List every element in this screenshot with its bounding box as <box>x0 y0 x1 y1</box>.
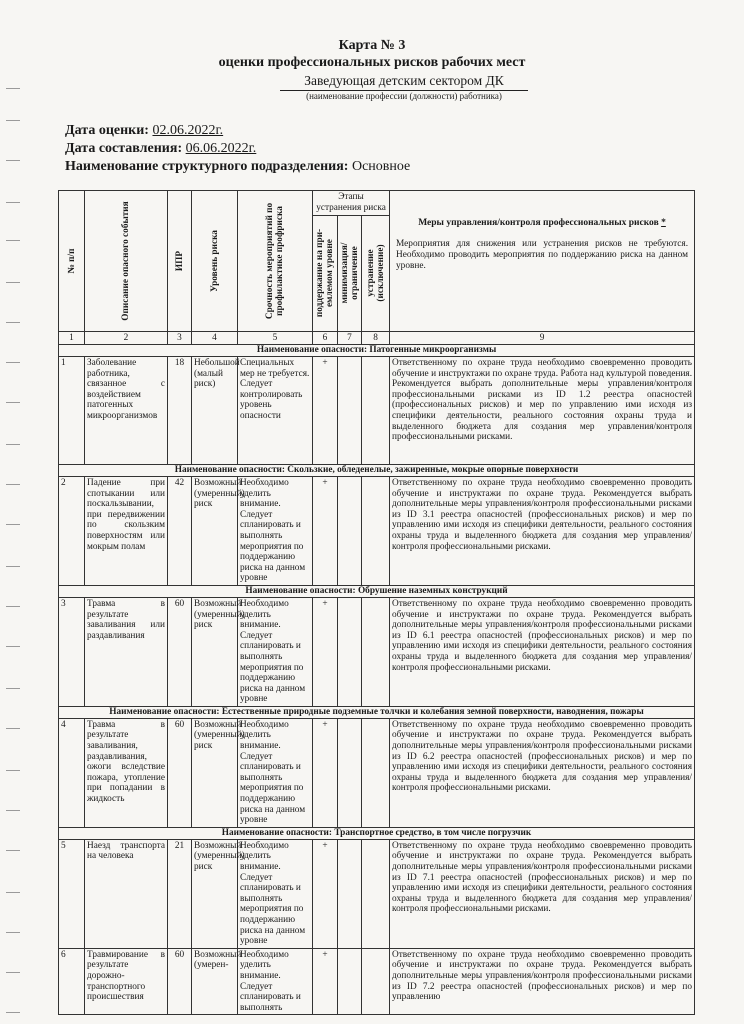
header-level: Уровень риска <box>192 191 238 332</box>
binding-margin <box>0 0 30 1024</box>
hazard-row: Наименование опасности: Транспортное средство, в том числе погрузчик <box>59 827 695 839</box>
row-stage-mark: + <box>313 357 338 465</box>
row-urgency: Необходимо уделить внимание. Следует спланировать и выполнять мероприятия по поддержанию риска на данном уровне <box>238 597 313 706</box>
row-measures: Ответственному по охране труда необходимо своевременно проводить обучение и инструктажи по охране труда. Рекомендуется выбрать дополнительные меры управления/контроля профессиональными рисками из ID 3.1 реестра опасностей (профессиональных рисков) и мер по управлению ими исходя из специфики деятельности, реального состояния охраны труда и выделенного бюджета для создания мер управления/контроля профессиональными рисками. <box>390 477 695 586</box>
row-stage-mark: + <box>313 839 338 948</box>
header-event: Описание опасного события <box>85 191 168 332</box>
row-urgency: Необходимо уделить внимание. Следует спланировать и выполнять мероприятия по поддержанию риска на данном уровне <box>238 718 313 827</box>
row-urgency: Специальных мер не требуется. Следует контролировать уровень опасности <box>238 357 313 465</box>
hazard-row: Наименование опасности: Обрушение наземных конструкций <box>59 585 695 597</box>
row-measures: Ответственному по охране труда необходимо своевременно проводить обучение и инструктажи по охране труда. Работа над культурой поведения. Рекомендуется выбрать дополнительные меры управления/контроля профессиональными рисками из ID 1.2 реестра опасностей (профессиональных рисков) и мер по управлению ими исходя из специфики деятельности, реального состояния охраны труда и выделенного бюджета для создания мер управления/контроля профессиональными рисками. <box>390 357 695 465</box>
assessment-date-value: 02.06.2022г. <box>152 123 224 138</box>
compile-date-label: Дата составления <box>65 141 178 156</box>
row-ipr: 42 <box>168 477 192 586</box>
row-level: Возможный (умеренный) риск <box>192 718 238 827</box>
table-row <box>59 597 695 706</box>
row-event: Заболевание работника, связанное с воздействием патогенных микроорганизмов <box>85 357 168 465</box>
table-row <box>59 718 695 827</box>
row-num: 4 <box>59 718 85 827</box>
row-ipr: 60 <box>168 718 192 827</box>
row-stage-mark: + <box>313 477 338 586</box>
row-event: Падение при спотыкании или поскальзывании, при передвижении по скользким поверхностям или мокрым полам <box>85 477 168 586</box>
row-urgency: Необходимо уделить внимание. Следует спланировать и выполнять мероприятия по поддержанию риска на данном уровне <box>238 477 313 586</box>
row-urgency: Необходимо уделить внимание. Следует спланировать и выполнять мероприятия по поддержанию риска на данном уровне <box>238 839 313 948</box>
column-numbers-row: 1 2 3 4 5 6 7 8 9 <box>59 332 695 345</box>
row-event: Травмирование в результате дорожно-транспортного происшествия <box>85 948 168 1015</box>
header-num: № п/п <box>59 191 85 332</box>
meta-block <box>65 122 410 176</box>
assessment-date-label: Дата оценки <box>65 123 145 138</box>
assessment-date-line: Дата оценки: 02.06.2022г. <box>65 123 224 138</box>
unit-line: Наименование структурного подразделения: Основное <box>65 159 411 174</box>
hazard-row: Наименование опасности: Патогенные микроорганизмы <box>59 345 695 357</box>
table-row <box>59 477 695 586</box>
profession-value: Заведующая детским сектором ДК <box>280 73 528 91</box>
row-measures: Ответственному по охране труда необходимо своевременно проводить обучение и инструктажи по охране труда. Рекомендуется выбрать дополнительные меры управления/контроля профессиональными рисками из ID 6.2 реестра опасностей (профессиональных рисков) и мер по управлению ими исходя из специфики деятельности, реального состояния охраны труда и выделенного бюджета для создания мер управления/контроля профессиональными рисками. <box>390 718 695 827</box>
header-stage-eliminate: устранение (исключение) <box>362 216 390 332</box>
row-measures: Ответственному по охране труда необходимо своевременно проводить обучение и инструктажи по охране труда. Рекомендуется выбрать дополнительные меры управления/контроля профессиональными рисками из ID 7.2 реестра опасностей (профессиональных рисков) и мер по управлению <box>390 948 695 1015</box>
row-stage-mark: + <box>313 948 338 1015</box>
row-num: 2 <box>59 477 85 586</box>
measures-note: Мероприятия для снижения или устранения рисков не требуются. Необходимо проводить мероприятия по поддержанию риска на данном уровне. <box>396 238 689 271</box>
row-level: Возможный (умеренный) риск <box>192 597 238 706</box>
document-header <box>0 38 744 71</box>
row-num: 3 <box>59 597 85 706</box>
header-ipr: ИПР <box>168 191 192 332</box>
row-ipr: 60 <box>168 948 192 1015</box>
row-ipr: 21 <box>168 839 192 948</box>
row-num: 5 <box>59 839 85 948</box>
row-level: Небольшой (малый риск) <box>192 357 238 465</box>
table-row <box>59 948 695 1015</box>
row-ipr: 60 <box>168 597 192 706</box>
row-measures: Ответственному по охране труда необходимо своевременно проводить обучение и инструктажи по охране труда. Рекомендуется выбрать дополнительные меры управления/контроля профессиональными рисками из ID 6.1 реестра опасностей (профессиональных рисков) и мер по управлению ими исходя из специфики деятельности, реального состояния охраны труда и выделенного бюджета для создания мер управления/контроля профессиональными рисками. <box>390 597 695 706</box>
compile-date-line: Дата составления: 06.06.2022г. <box>65 141 257 156</box>
row-measures: Ответственному по охране труда необходимо своевременно проводить обучение и инструктажи по охране труда. Рекомендуется выбрать дополнительные меры управления/контроля профессиональными рисками из ID 7.1 реестра опасностей (профессиональных рисков) и мер по управлению ими исходя из специфики деятельности, реального состояния охраны труда и выделенного бюджета для создания мер управления/контроля профессиональными рисками. <box>390 839 695 948</box>
row-stage-mark: + <box>313 597 338 706</box>
row-stage-mark: + <box>313 718 338 827</box>
hazard-row: Наименование опасности: Естественные природные подземные толчки и колебания земной поверхности, наводнения, пожары <box>59 706 695 718</box>
header-stages: Этапы устранения риска <box>313 191 390 216</box>
card-title: Карта № 3 <box>338 38 406 53</box>
row-ipr: 18 <box>168 357 192 465</box>
row-level: Возможный (умерен- <box>192 948 238 1015</box>
header-stage-minimize: минимизация/ ограничение <box>338 216 362 332</box>
row-event: Наезд транспорта на человека <box>85 839 168 948</box>
risk-table <box>58 190 695 1015</box>
row-num: 6 <box>59 948 85 1015</box>
hazard-row: Наименование опасности: Скользкие, обледенелые, зажиренные, мокрые опорные поверхности <box>59 465 695 477</box>
header-urgency: Срочность мероприятий по профилактике профриска <box>238 191 313 332</box>
table-row <box>59 839 695 948</box>
unit-value: Основное <box>351 159 411 174</box>
profession-block <box>280 73 528 102</box>
row-urgency: Необходимо уделить внимание. Следует спланировать и выполнять <box>238 948 313 1015</box>
compile-date-value: 06.06.2022г. <box>185 141 257 156</box>
row-event: Травма в результате заваливания или раздавливания <box>85 597 168 706</box>
table-row <box>59 357 695 465</box>
row-event: Травма в результате заваливания, раздавливания, ожоги вследствие пожара, утопление при попадании в жидкость <box>85 718 168 827</box>
header-stage-maintain: поддержание на при-емлемом уровне <box>313 216 338 332</box>
unit-label: Наименование структурного подразделения <box>65 159 344 174</box>
row-level: Возможный (умеренный) риск <box>192 477 238 586</box>
row-level: Возможный (умеренный) риск <box>192 839 238 948</box>
profession-note: (наименование профессии (должности) работника) <box>306 91 502 101</box>
card-subtitle: оценки профессиональных рисков рабочих мест <box>218 55 526 70</box>
header-measures: Меры управления/контроля профессиональных рисков * Мероприятия для снижения или устранения рисков не требуются. Необходимо проводить мероприятия по поддержанию риска на данном уровне. <box>390 191 695 332</box>
row-num: 1 <box>59 357 85 465</box>
